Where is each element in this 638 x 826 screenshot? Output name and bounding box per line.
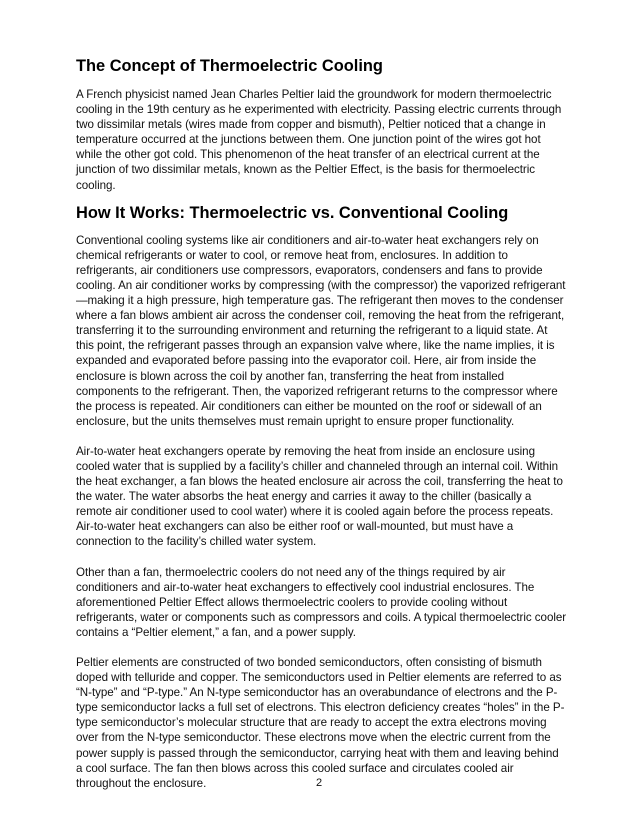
section-heading-how-it-works: How It Works: Thermoelectric vs. Conventional Cooling — [76, 203, 509, 222]
paragraph-air-to-water: Air-to-water heat exchangers operate by removing the heat from inside an enclosure using cooled water that is supplied by a facility’s chiller and channeled through an internal coil. Within the heat exchanger, a fan blows the heated enclosure air across the coil, transferring the heat to the water. The water absorbs the heat energy and carries it away to the chiller (basically a remote air conditioner used to cool water) where it is cooled again before the process repeats. Air-to-water heat exchangers can also be either roof or wall-mounted, but must have a connection to the facility’s chilled water system. — [76, 444, 563, 549]
section-heading-concept: The Concept of Thermoelectric Cooling — [76, 57, 383, 75]
paragraph-thermoelectric-coolers: Other than a fan, thermoelectric coolers do not need any of the things required by air conditioners and air-to-water heat exchangers to effectively cool industrial enclosures. The aforementioned Peltier Effect allows thermoelectric coolers to provide cooling without refrigerants, water or components such as compressors and coils. A typical thermoelectric cooler contains a “Peltier element,” a fan, and a power supply. — [76, 565, 567, 639]
paragraph-peltier-elements: Peltier elements are constructed of two bonded semiconductors, often consisting of bismuth doped with telluride and copper. The semiconductors used in Peltier elements are referred to as “N-type” and “P-type.” An N-type semiconductor has an overabundance of electrons and the P-type semiconductor lacks a full set of electrons. This electron deficiency creates “holes” in the P-type semiconductor’s molecular structure that are ready to accept the extra electrons moving over from the N-type semiconductor. These electrons move when the electric current from the power supply is passed through the semiconductor, carrying heat with them and leaving behind a cool surface. The fan then blows across this cooled surface and circulates cooled air throughout the enclosure. — [76, 656, 565, 790]
paragraph-conventional-cooling: Conventional cooling systems like air conditioners and air-to-water heat exchangers rely on chemical refrigerants or water to cool, or remove heat from, enclosures. In addition to refrigerants, air conditioners use compressors, evaporators, condensers and fans to provide cooling. An air conditioner works by compressing (with the compressor) the vaporized refrigerant—making it a high pressure, high temperature gas. The refrigerant then moves to the condenser where a fan blows ambient air across the condenser coil, removing the heat from the refrigerant, transferring it to the surrounding environment and returning the refrigerant to a liquid state. At this point, the refrigerant passes through an expansion valve where, like the name implies, it is expanded and evaporated before passing into the evaporator coil. Here, air from inside the enclosure is blown across the coil by another fan, transferring the heat from installed components to the refrigerant. Then, the vaporized refrigerant returns to the compressor where the process is repeated. Air conditioners can either be mounted on the roof or sidewall of an enclosure, but the units themselves must remain upright to ensure proper functionality. — [76, 233, 566, 428]
paragraph-peltier-history: A French physicist named Jean Charles Peltier laid the groundwork for modern thermoelectric cooling in the 19th century as he experimented with electricity. Passing electric currents through two dissimilar metals (wires made from copper and bismuth), Peltier noticed that a change in temperature occurred at the junctions between them. One junction point of the wires got hot while the other got cold. This phenomenon of the heat transfer of an electrical current at the junction of two dissimilar metals, known as the Peltier Effect, is the basis for thermoelectric cooling. — [76, 88, 562, 192]
page-number: 2 — [315, 777, 323, 789]
document-page — [76, 56, 568, 806]
